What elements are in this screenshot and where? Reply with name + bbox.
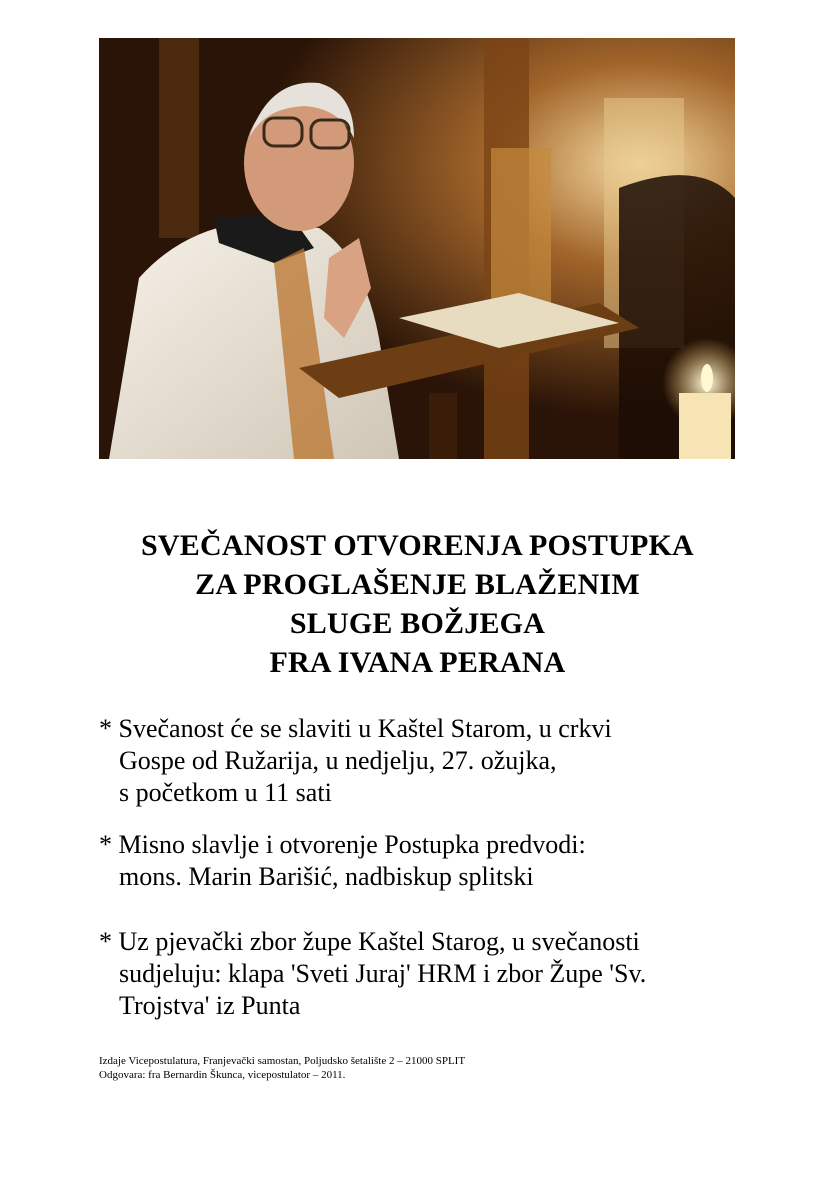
- publisher-footer: [99, 1054, 465, 1082]
- bullet-line: s početkom u 11 sati: [119, 778, 332, 807]
- bullet-line: Gospe od Ružarija, u nedjelju, 27. ožujka,: [119, 746, 557, 775]
- title-line: FRA IVANA PERANA: [269, 646, 566, 679]
- bullet-line: * Misno slavlje i otvorenje Postupka predvodi:: [99, 830, 586, 859]
- bullet-presider: [99, 829, 759, 893]
- title-line: SLUGE BOŽJEGA: [289, 607, 546, 640]
- bullet-line: * Svečanost će se slaviti u Kaštel Starom, u crkvi: [99, 714, 612, 743]
- bullet-line: * Uz pjevački zbor župe Kaštel Starog, u svečanosti: [99, 927, 640, 956]
- title-line: ZA PROGLAŠENJE BLAŽENIM: [195, 568, 640, 601]
- priest-praying-photo: [99, 38, 735, 459]
- bullet-choirs: [99, 926, 759, 1022]
- bullet-line: sudjeluju: klapa 'Sveti Juraj' HRM i zbor Župe 'Sv.: [119, 959, 647, 988]
- footer-line: Odgovara: fra Bernardin Škunca, vicepostulator – 2011.: [99, 1069, 346, 1081]
- bullet-ceremony-time: [99, 713, 759, 809]
- title-line: SVEČANOST OTVORENJA POSTUPKA: [141, 529, 694, 562]
- bullet-line: Trojstva' iz Punta: [119, 991, 301, 1020]
- bullet-line: mons. Marin Barišić, nadbiskup splitski: [119, 862, 534, 891]
- footer-line: Izdaje Vicepostulatura, Franjevački samostan, Poljudsko šetalište 2 – 21000 SPLIT: [99, 1055, 466, 1067]
- ceremony-title: [0, 526, 835, 682]
